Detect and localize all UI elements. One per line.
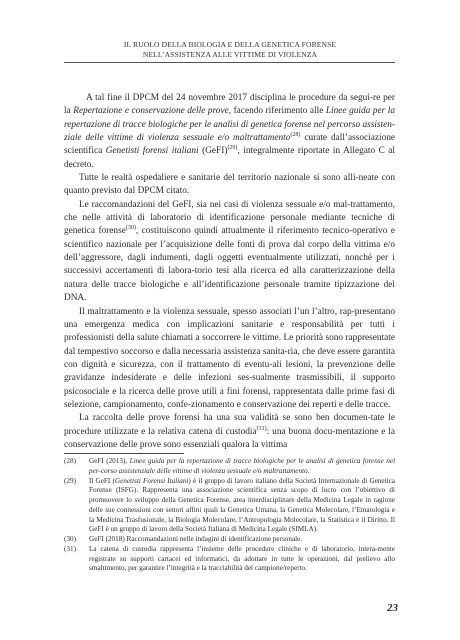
text-run: A tal fine il DPCM del 24 novembre 2017 disciplina le procedure da segui-re per la [64, 93, 395, 117]
body-text [64, 92, 395, 452]
running-head-line-1: IL RUOLO DELLA BIOLOGIA E DELLA GENETICA FORENSE [123, 40, 337, 49]
page-number: 23 [387, 602, 398, 614]
footnote-30 [64, 535, 395, 545]
paragraph-1 [64, 92, 395, 172]
footnote-ref-29: (29) [227, 145, 238, 152]
text-run: La raccolta delle prove forensi ha una sua validità se sono ben documen-tate le procedure utilizzate e la relativa catena di custodia [64, 413, 395, 437]
italic-title: Linee guida per la repertazione di tracce biologiche per le analisi di genetica forense nel per-corso assistenziale delle vittime di violenza sessuale e/o maltrattamento. [89, 457, 395, 475]
text-run: GeFI (2018) Raccomandazioni nelle indagini di identificazione personale. [89, 535, 303, 543]
italic-title: Genetisti forensi italiani [105, 146, 199, 157]
text-run: (GeFI) [198, 146, 228, 157]
italic-title: Linee guida per la repertazione di tracce biologiche per le analisi di genetica forense nel percorso assisten-ziale delle vittime di violenza sessuale e/o maltrattamento [64, 106, 396, 144]
footnote-text [89, 545, 395, 574]
footnote-text [89, 477, 395, 536]
text-run: curate dall’associazione scientifica [64, 133, 395, 157]
footnote-29 [64, 477, 395, 536]
paragraph-4: Il maltrattamento e la violenza sessuale, spesso associati l’un l’altro, rap-presentano una emergenza medica con implicazioni sanitarie e responsabilità per tutti i professionisti della salute chiamati a soccorrere le vittime. Le priorità sono rappresentate dal tempestivo soccorso e dalla necessaria assistenza sanita-ria, che deve essere garantita con dignità e sicurezza, con il trattamento di eventu-ali lesioni, la prevenzione delle gravidanze indesiderate e delle infezioni ses-sualmente trasmissibili, il supporto psicosociale e la ricerca delle prove utili a fini forensi, rappresentata dalle prime fasi di selezione, campionamento, confe-zionamento e conservazione dei reperti e delle tracce. [64, 306, 395, 410]
paragraph-5 [64, 412, 395, 452]
italic-title: Repertazione e conservazione delle prove [73, 106, 229, 117]
text-run: GeFI (2013), [89, 457, 130, 465]
text-run: : una buona docu-mentazione e la conservazione delle prove sono essenziali qualora la vittima [64, 426, 396, 450]
text-run: Il GeFI ( [89, 476, 115, 485]
text-run: La catena di custodia rappresenta l’insieme delle procedure cliniche e di laboratorio, intera-mente registrate su supporti cartacei ed informatici, da adottare in tutte le operazioni, dal prelievo allo smaltimento, per garantire l’integrità e la tracciabilità del campione/reperto. [89, 544, 395, 573]
footnote-number: (29) [64, 476, 76, 485]
italic-title: Genetisti Forensi Italiani [114, 476, 189, 485]
footnote-ref-28: (28) [290, 131, 301, 138]
text-run: , integralmente riportate in Allegato C al decreto. [64, 146, 396, 170]
footnote-text [89, 535, 395, 545]
running-head [0, 40, 460, 60]
footnote-28 [64, 457, 395, 477]
footnote-number: (31) [64, 544, 76, 553]
text-run: , costituiscono quindi attualmente il riferimento tecnico-operativo e scientifico nazionale per l’acquisizione delle fonti di prova dal corpo della vittima e/o dell’aggressore, dagli indumenti, dagli oggetti eventualmente utilizzati, nonché per i successivi accertamenti di labora-torio tesi alla ricerca ed alla caratterizzazione della natura delle tracce biologiche e all’identificazione personale tramite tipizzazione del DNA. [64, 226, 395, 304]
running-head-line-2: NELL’ASSISTENZA ALLE VITTIME DI VIOLENZA [142, 50, 318, 59]
paragraph-2: Tutte le realtà ospedaliere e sanitarie del territorio nazionale si sono alli-neate con quanto previsto dal DPCM citato. [64, 173, 395, 197]
footnote-rule [64, 453, 184, 454]
text-run: ) è il gruppo di lavoro italiano della Società Internazionale di Genetica Forense (ISFG). Rappresenta una associazione scientifica senza scopo di lucro con l’obiettivo di promuovere lo sviluppo della Genetica Forense, area interdisciplinare della Medicina Legale in ragione delle sue connessioni con settori affini quali la Genetica Umana, la Genetica Molecolare, l’Ematologia e la Medicina Trasfusionale, la Biologia Molecolare, l’Antropologia Molecolare, la Statistica e il Diritto. Il GeFI è un gruppo di lavoro della Società Italiana di Medicina Legale (SIMLA). [89, 476, 395, 534]
footnote-number: (28) [64, 457, 76, 465]
footnote-number: (30) [64, 535, 76, 543]
footnote-text [89, 457, 395, 477]
footnotes [64, 457, 395, 574]
footnote-ref-31: (31) [256, 425, 267, 432]
running-head-rule [64, 62, 395, 63]
paragraph-3 [64, 199, 395, 306]
text-run: Le raccomandazioni del GeFI, sia nei casi di violenza sessuale e/o mal-trattamento, che nelle attività di laboratorio di identificazione personale mediante tecniche di genetica forense [64, 199, 395, 237]
footnote-ref-30: (30) [125, 225, 136, 232]
text-run: , facendo riferimento alle [228, 106, 326, 117]
footnote-31 [64, 545, 395, 574]
